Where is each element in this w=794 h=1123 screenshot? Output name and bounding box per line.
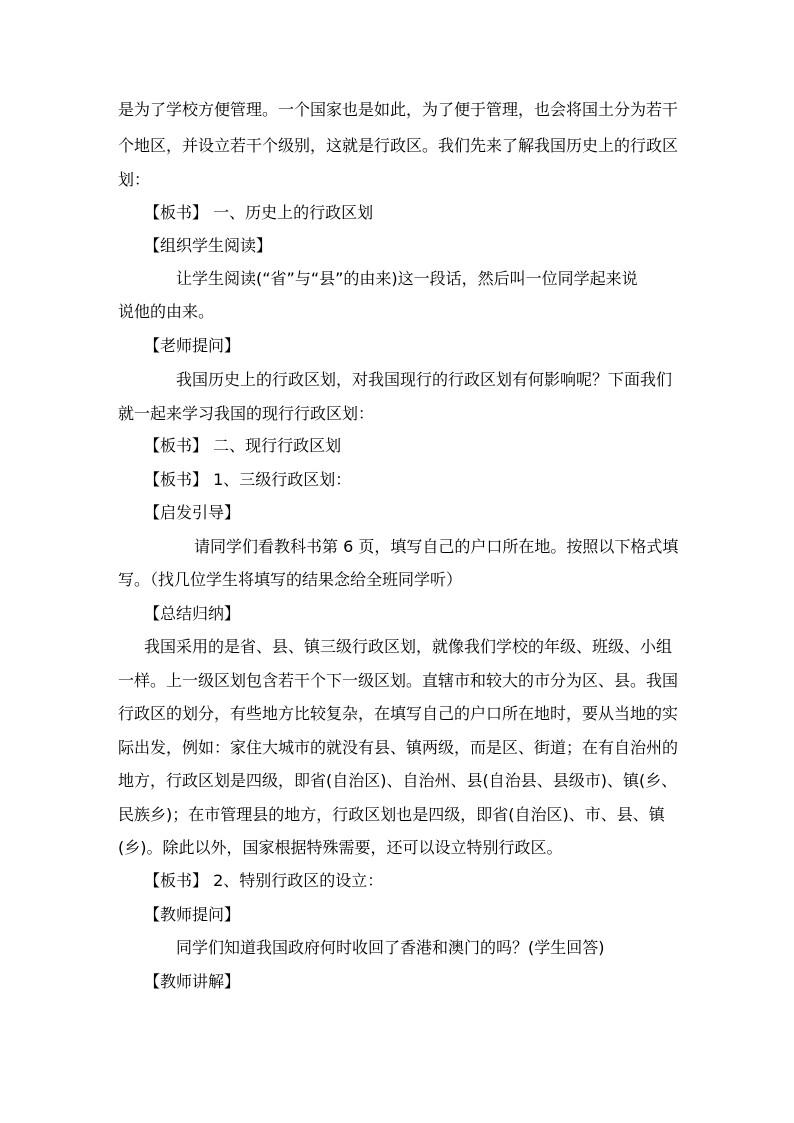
blackboard-heading: 【板书】 2、特别行政区的设立： — [144, 871, 384, 890]
paragraph-line: 我国采用的是省、县、镇三级行政区划，就像我们学校的年级、班级、小组 — [144, 637, 673, 656]
paragraph-line: 地方，行政区划是四级，即省(自治区)、自治州、县(自治县、县级市)、镇(乡、 — [118, 771, 678, 790]
paragraph-line: (乡)。除此以外，国家根据特殊需要，还可以设立特别行政区。 — [118, 838, 563, 857]
blackboard-heading: 【板书】 二、现行行政区划 — [144, 436, 342, 455]
paragraph-line: 请同学们看教科书第 6 页，填写自己的户口所在地。按照以下格式填 — [194, 537, 679, 556]
section-label: 【教师提问】 — [144, 905, 241, 924]
paragraph-line: 我国历史上的行政区划，对我国现行的行政区划有何影响呢？下面我们 — [176, 370, 673, 389]
section-label: 【老师提问】 — [144, 336, 241, 355]
paragraph-line: 同学们知道我国政府何时收回了香港和澳门的吗？(学生回答) — [176, 938, 605, 957]
paragraph-line: 际出发，例如：家住大城市的就没有县、镇两级，而是区、街道；在有自治州的 — [118, 738, 679, 757]
paragraph-line: 就一起来学习我国的现行行政区划： — [118, 404, 375, 423]
paragraph-line: 一样。上一级区划包含若干个下一级区划。直辖市和较大的市分为区、县。我国 — [118, 671, 679, 690]
blackboard-heading: 【板书】 1、三级行政区划： — [144, 470, 352, 489]
blackboard-heading: 【板书】 一、历史上的行政区划 — [144, 203, 374, 222]
paragraph-line: 个地区，并设立若干个级别，这就是行政区。我们先来了解我国历史上的行政区 — [118, 136, 679, 155]
paragraph-line: 行政区的划分，有些地方比较复杂，在填写自己的户口所在地时，要从当地的实 — [118, 704, 679, 723]
section-label: 【组织学生阅读】 — [144, 236, 273, 255]
section-label: 【启发引导】 — [144, 503, 241, 522]
paragraph-line: 写。（找几位学生将填写的结果念给全班同学听） — [118, 570, 463, 589]
paragraph-line: 划： — [118, 170, 151, 189]
section-label: 【教师讲解】 — [144, 972, 241, 991]
paragraph-line: 说他的由来。 — [118, 302, 215, 321]
paragraph-line: 民族乡)；在市管理县的地方，行政区划也是四级，即省(自治区)、市、县、镇 — [118, 805, 665, 824]
paragraph-line: 让学生阅读(“省”与“县”的由来)这一段话，然后叫一位同学起来说 — [176, 269, 638, 288]
paragraph-line: 是为了学校方便管理。一个国家也是如此，为了便于管理，也会将国土分为若干 — [118, 100, 679, 119]
section-label: 【总结归纳】 — [144, 604, 241, 623]
